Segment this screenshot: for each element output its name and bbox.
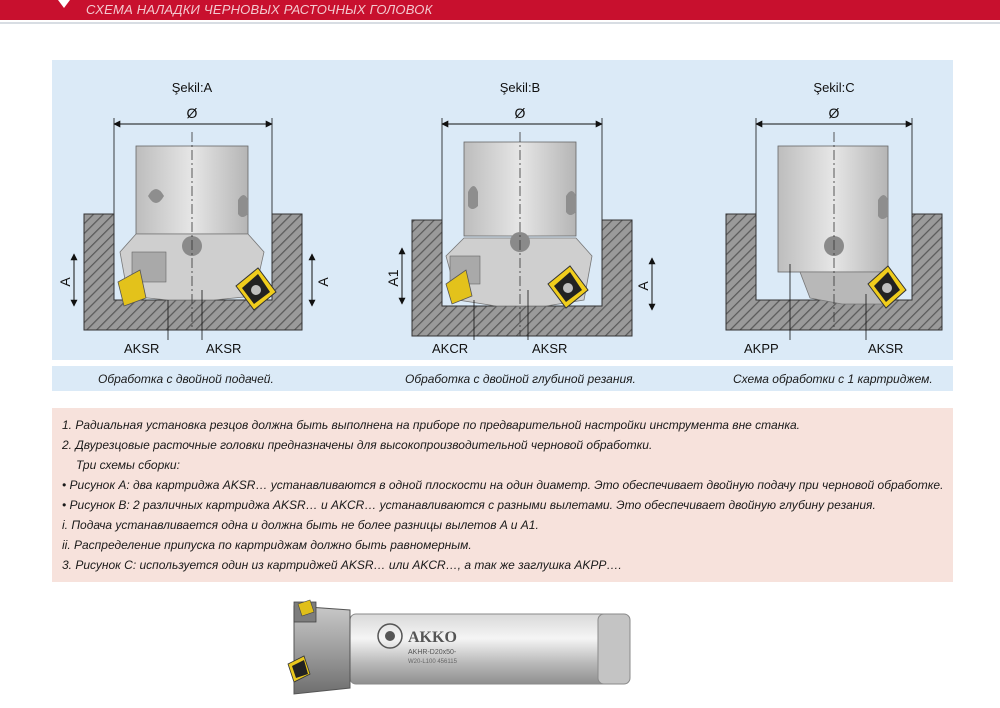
figure-a-caption: Обработка с двойной подачей. [98, 372, 274, 386]
note-3: Три схемы сборки: [76, 458, 180, 472]
figure-b-label-left: AKCR [432, 341, 469, 356]
note-7: ii. Распределение припуска по картриджам должно быть равномерным. [62, 538, 472, 552]
boring-head-photo [280, 592, 640, 700]
figure-c-label-left: AKPP [744, 341, 779, 356]
note-1: 1. Радиальная установка резцов должна быть выполнена на приборе по предварительной настройки инструмента вне станка. [62, 418, 800, 432]
figure-a-dim-right: A [315, 277, 331, 287]
figure-c-diameter-label: Ø [828, 105, 840, 121]
figure-c-title: Şekil:C [813, 80, 855, 95]
note-6: i. Подача устанавливается одна и должна быть не более разницы вылетов A и A1. [62, 518, 539, 532]
figure-a-dim-left: A [57, 277, 73, 287]
figure-b-caption: Обработка с двойной глубиной резания. [405, 372, 636, 386]
brand-name: AKKO [408, 629, 457, 646]
figure-a-label-right: AKSR [206, 341, 242, 356]
figure-c [726, 80, 942, 356]
figure-a-title: Şekil:A [171, 80, 213, 95]
figure-b-diameter-label: Ø [514, 105, 526, 121]
figure-b [385, 80, 652, 356]
figure-b-title: Şekil:B [499, 80, 541, 95]
note-2: 2. Двурезцовые расточные головки предназначены для высокопроизводительной черновой обработки. [62, 438, 653, 452]
figure-a-label-left: AKSR [124, 341, 160, 356]
figure-a-diameter-label: Ø [186, 105, 198, 121]
figure-c-label-right: AKSR [868, 341, 904, 356]
note-4: • Рисунок A: два картриджа AKSR… устанавливаются в одной плоскости на один диаметр. Это обеспечивает двойную подачу при черновой обработке. [62, 478, 944, 492]
page-title: СХЕМА НАЛАДКИ ЧЕРНОВЫХ РАСТОЧНЫХ ГОЛОВОК [86, 2, 433, 17]
note-8: 3. Рисунок C: используется один из картриджей AKSR… или AKCR…, а так же заглушка AKPP…. [62, 558, 622, 572]
product-code-line2: W20-L100 456115 [408, 659, 457, 665]
product-code-line1: AKHR-D20x50- [408, 649, 457, 656]
note-5: • Рисунок B: 2 различных картриджа AKSR… и AKCR… устанавливаются с разными вылетами. Это обеспечивает двойную глубину резания. [62, 498, 876, 512]
figure-b-label-right: AKSR [532, 341, 568, 356]
figure-a [57, 80, 331, 356]
figure-b-dim-right: A [635, 281, 651, 291]
figure-b-dim-left: A1 [385, 269, 401, 287]
figure-c-caption: Схема обработки с 1 картриджем. [733, 372, 933, 386]
